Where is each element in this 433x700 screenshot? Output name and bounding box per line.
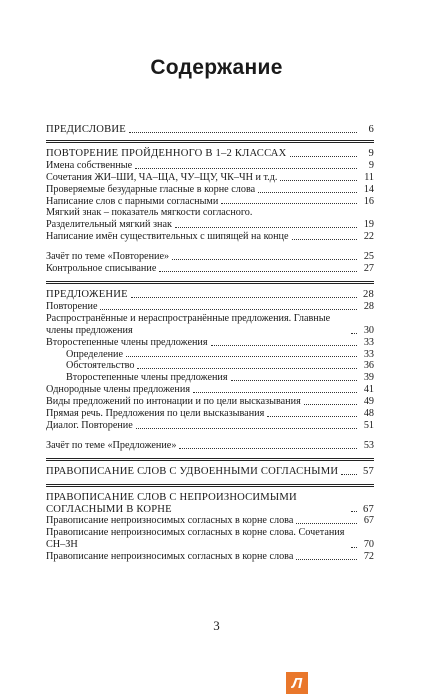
toc-entry[interactable]	[46, 408, 374, 420]
dot-leader	[135, 168, 357, 169]
toc-entry-title: ПРАВОПИСАНИЕ СЛОВ С НЕПРОИЗНОСИМЫМИ СОГЛАСНЫМИ В КОРНЕ	[46, 491, 297, 515]
toc-entry-page: 30	[363, 324, 374, 336]
toc-entry-page: 57	[363, 465, 374, 477]
toc-entry[interactable]	[46, 384, 374, 396]
toc-entry-page: 36	[363, 360, 374, 372]
dot-leader	[290, 156, 357, 157]
toc-section	[46, 281, 374, 452]
toc-entry-page: 33	[363, 348, 374, 360]
toc-entry-title: ПРЕДЛОЖЕНИЕ	[46, 288, 128, 300]
dot-leader	[351, 333, 357, 334]
page-number: 3	[213, 618, 220, 633]
toc-entry-title: Зачёт по теме «Предложение»	[46, 439, 177, 451]
toc-entry[interactable]	[46, 313, 374, 337]
toc-entry-title: Второстепенные члены предложения	[66, 372, 228, 384]
toc-entry-title: Второстепенные члены предложения	[46, 336, 208, 348]
toc-entry-page: 53	[363, 439, 374, 451]
toc-entry[interactable]	[46, 420, 374, 432]
toc-section	[46, 140, 374, 275]
toc-entry-title: Диалог. Повторение	[46, 419, 133, 431]
toc-entry-title: Однородные члены предложения	[46, 384, 191, 396]
toc-entry[interactable]	[46, 396, 374, 408]
dot-leader	[292, 239, 357, 240]
toc-entry[interactable]	[46, 207, 374, 219]
toc-entry-page: 72	[363, 551, 374, 563]
publisher-logo-icon: Л	[286, 672, 308, 694]
toc-entry-page: 11	[364, 171, 374, 183]
toc-entry-title: Виды предложений по интонации и по цели высказывания	[46, 396, 301, 408]
toc-chapter[interactable]	[46, 148, 374, 160]
toc-chapter[interactable]	[46, 289, 374, 301]
toc-entry-page: 28	[363, 288, 374, 300]
dot-leader	[126, 356, 357, 357]
toc-entry[interactable]	[46, 337, 374, 349]
dot-leader	[129, 132, 357, 133]
dot-leader	[193, 392, 357, 393]
dot-leader	[258, 192, 357, 193]
toc-entry-title: Определение	[66, 348, 124, 360]
toc-entry-title: Повторение	[46, 300, 98, 312]
toc-entry[interactable]	[46, 172, 374, 184]
toc-entry[interactable]	[46, 372, 374, 384]
dot-leader	[280, 180, 357, 181]
toc-entry-title: Имена собственные	[46, 159, 133, 171]
toc-entry-page: 6	[368, 124, 374, 135]
toc-section	[46, 484, 374, 563]
toc-entry-page: 27	[363, 263, 374, 275]
toc-entry-title: Разделительный мягкий знак	[46, 219, 172, 231]
toc-entry[interactable]	[46, 263, 374, 275]
table-of-contents	[46, 124, 374, 563]
toc-entry-title: Контрольное списывание	[46, 263, 157, 275]
toc-entry-title: ПРАВОПИСАНИЕ СЛОВ С УДВОЕННЫМИ СОГЛАСНЫМИ	[46, 465, 339, 477]
toc-entry-title: Мягкий знак – показатель мягкости согласного.	[46, 207, 253, 219]
toc-entry[interactable]	[46, 301, 374, 313]
toc-entry-page: 48	[363, 408, 374, 420]
toc-entry-title: Написание имён существительных с шипящей на конце	[46, 231, 289, 243]
toc-entry-page: 25	[363, 251, 374, 263]
toc-entry[interactable]	[46, 440, 374, 452]
toc-entry-page: 51	[363, 419, 374, 431]
dot-leader	[175, 227, 357, 228]
dot-leader	[131, 297, 357, 298]
dot-leader	[231, 380, 357, 381]
toc-entry-title: Проверяемые безударные гласные в корне слова	[46, 183, 256, 195]
toc-entry[interactable]	[46, 360, 374, 372]
dot-leader	[159, 271, 357, 272]
toc-entry-title: Прямая речь. Предложения по цели высказывания	[46, 408, 265, 420]
dot-leader	[221, 203, 357, 204]
toc-entry-title: Правописание непроизносимых согласных в корне слова. Сочетания СН–ЗН	[46, 527, 345, 551]
toc-entry-page: 39	[363, 372, 374, 384]
toc-section	[46, 458, 374, 478]
toc-entry-page: 16	[363, 195, 374, 207]
dot-leader	[341, 474, 357, 475]
dot-leader	[136, 428, 357, 429]
toc-entry[interactable]	[46, 515, 374, 527]
dot-leader	[172, 259, 357, 260]
toc-entry[interactable]	[46, 251, 374, 263]
toc-entry-page: 67	[363, 515, 374, 527]
toc-entry[interactable]	[46, 184, 374, 196]
toc-entry-title: Написание слов с парными согласными	[46, 195, 219, 207]
dot-leader	[351, 547, 357, 548]
dot-leader	[304, 404, 357, 405]
toc-entry-page: 33	[363, 336, 374, 348]
dot-leader	[100, 309, 357, 310]
page-title: Содержание	[150, 56, 283, 79]
toc-chapter[interactable]	[46, 124, 374, 136]
toc-section	[46, 124, 374, 136]
toc-entry-page: 22	[363, 231, 374, 243]
toc-entry-title: Правописание непроизносимых согласных в корне слова	[46, 551, 294, 563]
toc-entry-page: 67	[363, 503, 374, 515]
toc-entry[interactable]	[46, 160, 374, 172]
toc-entry[interactable]	[46, 527, 374, 551]
toc-entry[interactable]	[46, 551, 374, 563]
toc-entry-title: ПРЕДИСЛОВИЕ	[46, 124, 126, 135]
toc-entry-page: 9	[368, 159, 374, 171]
dot-leader	[296, 523, 357, 524]
toc-entry-title: Правописание непроизносимых согласных в корне слова	[46, 515, 294, 527]
toc-entry-page: 41	[363, 384, 374, 396]
toc-entry-title: Обстоятельство	[66, 360, 135, 372]
toc-chapter[interactable]	[46, 492, 374, 516]
toc-chapter[interactable]	[46, 466, 374, 478]
toc-entry-title: ПОВТОРЕНИЕ ПРОЙДЕННОГО В 1–2 КЛАССАХ	[46, 147, 287, 159]
dot-leader	[296, 559, 357, 560]
dot-leader	[351, 511, 357, 512]
toc-entry[interactable]	[46, 349, 374, 361]
dot-leader	[211, 345, 357, 346]
toc-entry-title: Зачёт по теме «Повторение»	[46, 251, 170, 263]
toc-entry-title: Сочетания ЖИ–ШИ, ЧА–ЩА, ЧУ–ЩУ, ЧК–ЧН и т.д.	[46, 171, 278, 183]
toc-entry-page: 19	[363, 219, 374, 231]
toc-entry-page: 28	[363, 300, 374, 312]
toc-entry[interactable]	[46, 196, 374, 208]
toc-entry-page: 9	[368, 147, 374, 159]
dot-leader	[137, 368, 357, 369]
dot-leader	[179, 448, 357, 449]
toc-entry-title: Распространённые и нераспространённые предложения. Главные члены предложения	[46, 312, 331, 336]
toc-entry-page: 49	[363, 396, 374, 408]
toc-entry[interactable]	[46, 231, 374, 243]
toc-entry-page: 14	[363, 183, 374, 195]
dot-leader	[267, 416, 357, 417]
toc-entry[interactable]	[46, 219, 374, 231]
toc-entry-page: 70	[363, 539, 374, 551]
